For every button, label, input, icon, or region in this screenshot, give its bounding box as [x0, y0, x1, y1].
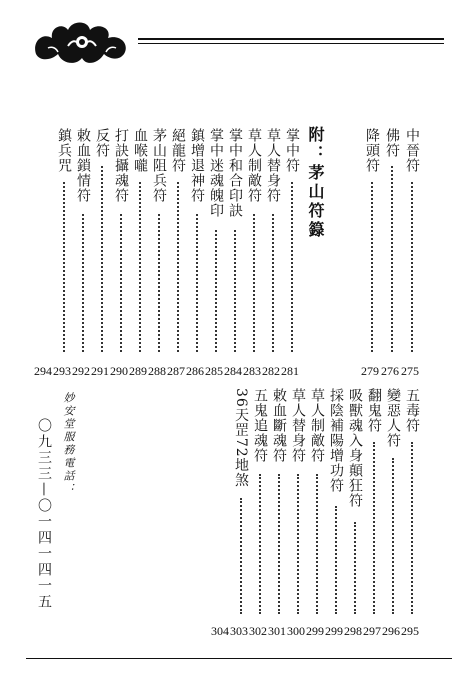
toc-entry: [249, 388, 268, 638]
toc-entry-page: 303: [230, 624, 248, 638]
toc-entry-title: 草人制敵符: [246, 128, 262, 203]
toc-entry: [361, 128, 380, 378]
toc-entry: [224, 128, 243, 378]
toc-entry: [205, 128, 224, 378]
toc-entry-title: 草人替身符: [290, 388, 306, 463]
toc-entry: [401, 128, 420, 378]
toc-entry-page: 292: [72, 364, 90, 378]
toc-entry-title: 吸獸魂入身顛狂符: [347, 388, 363, 508]
toc-entry: [148, 128, 167, 378]
toc-entry-title: 敕血斷魂符: [271, 388, 287, 463]
leader-dots: [411, 442, 413, 614]
toc-entry: [243, 128, 262, 378]
toc-entry-page: 301: [268, 624, 286, 638]
leader-dots: [234, 230, 236, 352]
toc-entry-page: 300: [287, 624, 305, 638]
leader-dots: [120, 214, 122, 352]
toc-entry-page: 304: [211, 624, 229, 638]
toc-entry-page: 279: [361, 364, 379, 378]
leader-dots: [196, 214, 198, 352]
toc-entry-title: 鎮兵咒: [56, 128, 72, 173]
toc-entry: [325, 388, 344, 638]
bottom-rule: [26, 658, 452, 659]
top-rule: [138, 38, 444, 44]
contact-phone: 〇九三三—〇一四一四一五: [36, 418, 52, 610]
toc-entry-page: 283: [243, 364, 261, 378]
toc-entry-page: 289: [129, 364, 147, 378]
toc-entry: [53, 128, 72, 378]
leader-dots: [177, 182, 179, 352]
toc-entry-title: 36天罡72地煞: [233, 388, 249, 488]
toc-entry-title: 翻鬼符: [366, 388, 382, 433]
toc-entry-title: 降頭符: [364, 128, 380, 173]
toc-entry: [72, 128, 91, 378]
toc-entry: [110, 128, 129, 378]
ornament-logo-icon: [28, 12, 136, 70]
toc-entry-page: 284: [224, 364, 242, 378]
toc-entry-page: 294: [34, 364, 52, 378]
toc-entry-page: 295: [401, 624, 419, 638]
toc-entry-title: 茅山阻兵符: [151, 128, 167, 203]
toc-entry-page: 302: [249, 624, 267, 638]
toc-entry-title: 反符: [94, 128, 110, 158]
toc-entry-title: 掌中和合印訣: [227, 128, 243, 218]
toc-entry-page: 299: [325, 624, 343, 638]
toc-entry-page: 287: [167, 364, 185, 378]
toc-entry-page: 285: [205, 364, 223, 378]
leader-dots: [272, 214, 274, 352]
leader-dots: [316, 474, 318, 614]
toc-entry: [281, 128, 300, 378]
toc-entry-page: 282: [262, 364, 280, 378]
leader-dots: [297, 474, 299, 614]
toc-entry-page: 297: [363, 624, 381, 638]
leader-dots: [139, 182, 141, 352]
toc-entry: [306, 388, 325, 638]
leader-dots: [259, 474, 261, 614]
leader-dots: [278, 474, 280, 614]
toc-entry-page: 299: [306, 624, 324, 638]
leader-dots: [63, 182, 65, 352]
leader-dots: [253, 214, 255, 352]
toc-entry: [344, 388, 363, 638]
leader-dots: [373, 442, 375, 614]
leader-dots: [291, 182, 293, 352]
toc-entry-title: 血喉嚨: [132, 128, 148, 173]
toc-entry-page: 276: [381, 364, 399, 378]
toc-entry: [363, 388, 382, 638]
toc-entry-title: 五鬼追魂符: [252, 388, 268, 463]
toc-entry: [262, 128, 281, 378]
leader-dots: [101, 166, 103, 352]
toc-entry-page: 296: [382, 624, 400, 638]
leader-dots: [240, 498, 242, 614]
leader-dots: [392, 458, 394, 614]
toc-entry-title: 五毒符: [404, 388, 420, 433]
toc-entry-page: 286: [186, 364, 204, 378]
toc-entry: [167, 128, 186, 378]
contact-label: 妙安堂服務電話：: [62, 392, 75, 496]
toc-entry-title: 草人制敵符: [309, 388, 325, 463]
toc-entry-title: 敕血鎖情符: [75, 128, 91, 203]
leader-dots: [391, 166, 393, 352]
toc-entry-title: 絕龍符: [170, 128, 186, 173]
toc-entry-page: 293: [53, 364, 71, 378]
toc-entry-page: 290: [110, 364, 128, 378]
toc-entry: [268, 388, 287, 638]
toc-entry-title: 中晉符: [404, 128, 420, 173]
toc-entry: [381, 128, 400, 378]
toc-entry-title: 打訣攝魂符: [113, 128, 129, 203]
toc-entry-page: 291: [91, 364, 109, 378]
toc-entry-title: 鎮增退神符: [189, 128, 205, 203]
toc-entry-title: 掌中符: [284, 128, 300, 173]
toc-entry: [287, 388, 306, 638]
toc-entry-page: 288: [148, 364, 166, 378]
leader-dots: [371, 182, 373, 352]
section-heading: 附：茅山符籙: [306, 126, 325, 240]
leader-dots: [354, 522, 356, 614]
toc-entry-page: 281: [281, 364, 299, 378]
leader-dots: [335, 506, 337, 614]
leader-dots: [215, 230, 217, 352]
toc-entry: [230, 388, 249, 638]
leader-dots: [82, 214, 84, 352]
toc-entry: [382, 388, 401, 638]
toc-entry-page: 298: [344, 624, 362, 638]
toc-entry-title: 變惡人符: [385, 388, 401, 448]
toc-entry-title: 佛符: [384, 128, 400, 158]
toc-entry-title: 採陰補陽增功符: [328, 388, 344, 493]
toc-entry-title: 掌中迷魂魄印: [208, 128, 224, 218]
leader-dots: [158, 214, 160, 352]
toc-entry-title: 草人替身符: [265, 128, 281, 203]
toc-entry-page: 275: [401, 364, 419, 378]
toc-entry: [91, 128, 110, 378]
leader-dots: [411, 182, 413, 352]
toc-entry: [129, 128, 148, 378]
toc-entry: [401, 388, 420, 638]
toc-entry: [186, 128, 205, 378]
